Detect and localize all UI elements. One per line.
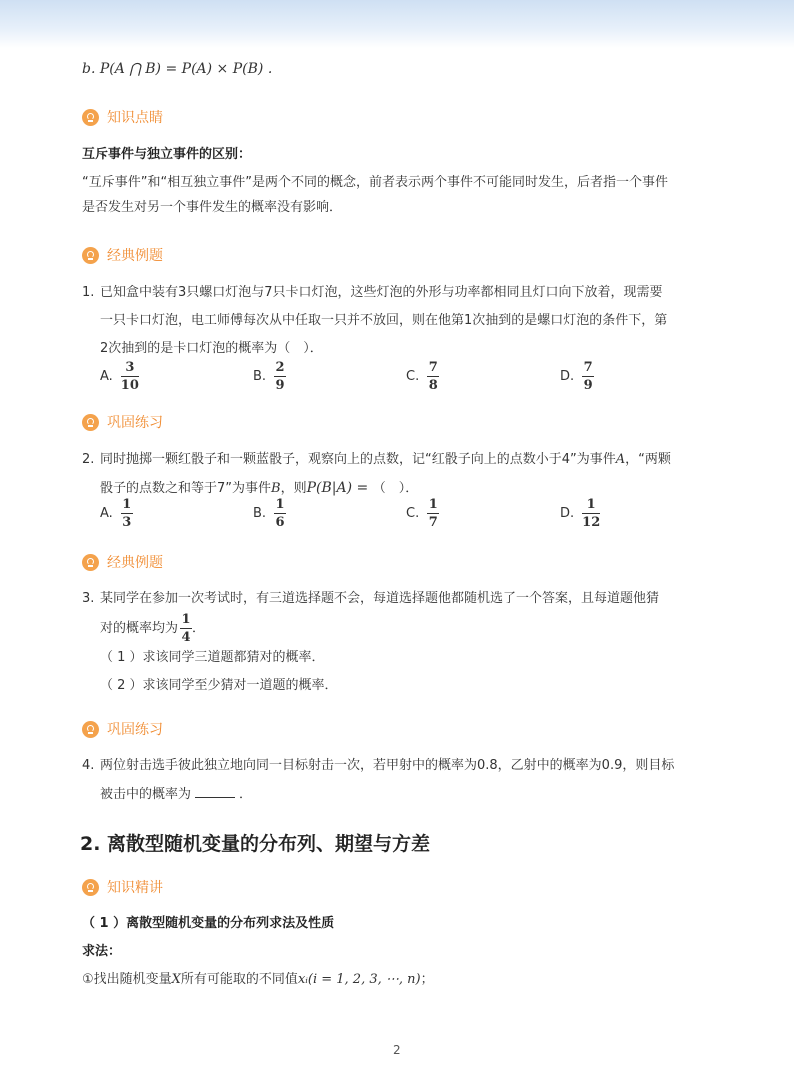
fraction-denominator: 8 — [428, 378, 438, 393]
fraction-bar — [121, 376, 139, 377]
option-fraction — [121, 497, 133, 530]
method-label: 求法： — [82, 944, 122, 959]
text-segment: 被击中的概率为 — [100, 787, 192, 802]
fraction-denominator: 3 — [122, 515, 132, 530]
fraction-denominator: 4 — [181, 630, 191, 645]
option-label: D. — [560, 506, 575, 521]
text-segment: 同时抛掷一颗红骰子和一颗蓝骰子，观察向上的点数，记“红骰子向上的点数小于4”为事件 — [100, 452, 616, 467]
lightbulb-icon — [82, 721, 99, 738]
fraction-denominator: 12 — [582, 515, 601, 530]
option-fraction — [121, 360, 139, 393]
option-label: B. — [253, 506, 267, 521]
question-text — [100, 479, 418, 498]
text-segment: 所有可能取的不同值 — [180, 972, 298, 987]
formula-lhs: P(A ⋂ B) — [99, 61, 162, 77]
option-fraction — [274, 497, 286, 530]
text-segment: ，则 — [280, 481, 307, 496]
fraction-denominator: 7 — [428, 515, 438, 530]
fraction-bar — [180, 628, 192, 629]
option-fraction — [582, 497, 600, 530]
fraction-denominator: 6 — [275, 515, 285, 530]
math-expression: P(B|A) = — [306, 480, 373, 496]
fraction-numerator: 3 — [125, 360, 135, 375]
option-b[interactable] — [253, 497, 286, 530]
section-header-lecture — [82, 877, 163, 897]
fraction-numerator: 1 — [275, 497, 285, 512]
distinction-title: 互斥事件与独立事件的区别： — [82, 147, 252, 162]
sub-question-2: （ 2 ）求该同学至少猜对一道题的概率． — [100, 678, 338, 693]
text-segment: （ ）． — [372, 481, 419, 496]
section-header-example — [82, 245, 163, 265]
fraction-bar — [274, 376, 286, 377]
formula-rhs: = P(A) × P(B) . — [165, 61, 273, 77]
fraction-denominator: 9 — [583, 378, 593, 393]
lightbulb-icon — [82, 247, 99, 264]
option-label: C. — [406, 506, 420, 521]
question-number: 4. — [82, 758, 95, 773]
option-fraction — [582, 360, 594, 393]
question-text — [100, 612, 205, 645]
fraction-denominator: 9 — [275, 378, 285, 393]
fraction-bar — [427, 513, 439, 514]
lightbulb-icon — [82, 109, 99, 126]
text-segment: 骰子的点数之和等于7”为事件 — [100, 481, 272, 496]
text-segment: ； — [420, 972, 434, 987]
section-label: 知识精讲 — [107, 880, 163, 896]
question-number: 2. — [82, 452, 95, 467]
fraction-numerator: 1 — [586, 497, 596, 512]
fraction-denominator: 10 — [120, 378, 139, 393]
option-fraction — [427, 497, 439, 530]
option-label: D. — [560, 369, 575, 384]
text-segment: 对的概率均为 — [100, 620, 179, 636]
option-label: A. — [100, 369, 113, 384]
section-label: 知识点睛 — [107, 110, 163, 126]
question-text: 已知盒中装有3只螺口灯泡与7只卡口灯泡，这些灯泡的外形与功率都相同且灯口向下放着，现需要 — [100, 285, 663, 300]
option-c[interactable] — [406, 360, 439, 393]
step-1 — [82, 971, 434, 989]
distinction-line: 是否发生对另一个事件发生的概率没有影响． — [82, 200, 343, 215]
section-heading: 2. 离散型随机变量的分布列、期望与方差 — [80, 833, 431, 855]
formula-b — [82, 60, 272, 78]
sub-question-1: （ 1 ）求该同学三道题都猜对的概率． — [100, 650, 325, 665]
formula-label: b. — [82, 61, 96, 77]
page-number: 2 — [393, 1043, 401, 1057]
fraction-bar — [582, 376, 594, 377]
text-segment: ． — [192, 620, 206, 636]
distinction-line: “互斥事件”和“相互独立事件”是两个不同的概念，前者表示两个事件不可能同时发生，后者指一个事件 — [82, 175, 668, 190]
probability-fraction — [180, 612, 192, 645]
question-number: 3. — [82, 591, 95, 606]
variable: B — [271, 481, 281, 496]
fraction-bar — [427, 376, 439, 377]
section-label: 巩固练习 — [107, 415, 163, 431]
section-header-practice — [82, 719, 163, 739]
option-a[interactable] — [100, 497, 133, 530]
section-label: 巩固练习 — [107, 722, 163, 738]
section-label: 经典例题 — [107, 555, 163, 571]
option-fraction — [274, 360, 286, 393]
math-expression: xᵢ(i = 1, 2, 3, ⋯, n) — [297, 972, 421, 987]
question-text — [100, 785, 252, 804]
fraction-numerator: 7 — [583, 360, 593, 375]
answer-blank[interactable] — [195, 785, 235, 798]
section-header-example — [82, 552, 163, 572]
fraction-numerator: 2 — [275, 360, 285, 375]
option-d[interactable] — [560, 497, 600, 530]
section-label: 经典例题 — [107, 248, 163, 264]
fraction-numerator: 7 — [428, 360, 438, 375]
section-header-practice — [82, 412, 163, 432]
fraction-numerator: 1 — [428, 497, 438, 512]
option-label: C. — [406, 369, 420, 384]
fraction-numerator: 1 — [181, 612, 191, 627]
option-b[interactable] — [253, 360, 286, 393]
lightbulb-icon — [82, 879, 99, 896]
option-a[interactable] — [100, 360, 139, 393]
question-text: 两位射击选手彼此独立地向同一目标射击一次，若甲射中的概率为0.8，乙射中的概率为0.9，则目标 — [100, 758, 675, 773]
question-text: 2次抽到的是卡口灯泡的概率为（ ）． — [100, 341, 323, 356]
question-text: 一只卡口灯泡，电工师傅每次从中任取一只并不放回，则在他第1次抽到的是螺口灯泡的条件下，第 — [100, 313, 668, 328]
lightbulb-icon — [82, 554, 99, 571]
option-c[interactable] — [406, 497, 439, 530]
question-text: 某同学在参加一次考试时，有三道选择题不会，每道选择题他都随机选了一个答案，且每道题他猜 — [100, 591, 660, 606]
option-fraction — [427, 360, 439, 393]
text-segment: ①找出随机变量 — [82, 972, 172, 987]
subsection-title: （ 1 ）离散型随机变量的分布列求法及性质 — [82, 916, 335, 931]
text-segment: ，“两颗 — [625, 452, 671, 467]
question-1 — [82, 284, 94, 302]
lightbulb-icon — [82, 414, 99, 431]
question-number: 1. — [82, 285, 95, 300]
text-segment: ． — [239, 787, 253, 802]
fraction-numerator: 1 — [122, 497, 132, 512]
option-d[interactable] — [560, 360, 594, 393]
question-text — [100, 451, 671, 469]
section-header-knowledge — [82, 107, 163, 127]
fraction-bar — [121, 513, 133, 514]
variable: A — [615, 452, 626, 467]
option-label: B. — [253, 369, 267, 384]
option-label: A. — [100, 506, 113, 521]
fraction-bar — [582, 513, 600, 514]
fraction-bar — [274, 513, 286, 514]
variable: X — [171, 972, 181, 987]
